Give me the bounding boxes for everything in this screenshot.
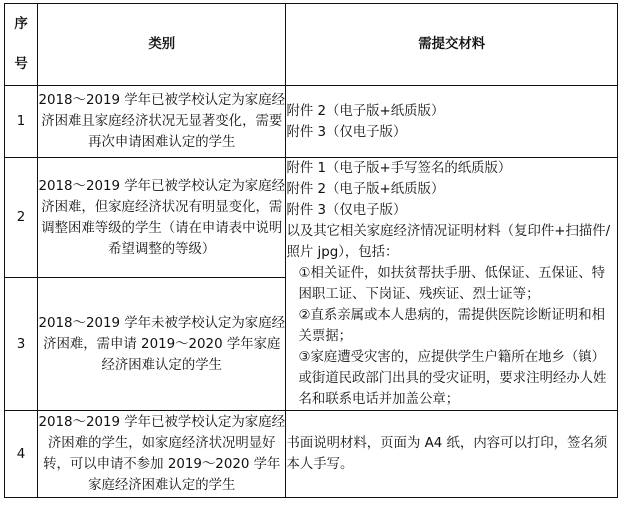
material-line: 附件 1（电子版+手写签名的纸质版） <box>286 161 512 176</box>
row-category: 2018～2019 学年已被学校认定为家庭经济困难，但家庭经济状况有明显变化，需调整困难等级的学生（请在申请表中说明希望调整的等级） <box>38 158 286 278</box>
header-index-line2: 号 <box>14 56 28 72</box>
shared-materials-cell <box>286 158 618 411</box>
table-header-row <box>5 4 618 86</box>
row-materials <box>286 86 618 158</box>
material-line: 附件 2（电子版+纸质版） <box>286 103 445 119</box>
material-line: 附件 3（仅电子版） <box>286 203 407 218</box>
table-row <box>5 411 618 498</box>
row-category: 2018～2019 学年未被学校认定为家庭经济困难，需申请 2019～2020 学年家庭经济困难认定的学生 <box>38 278 286 411</box>
header-category-cell: 类别 <box>38 4 286 86</box>
material-line: 以及其它相关家庭经济情况证明材料（复印件+扫描件/照片 jpg），包括： <box>286 224 611 260</box>
row-index: 1 <box>5 86 38 158</box>
header-materials-cell: 需提交材料 <box>286 4 618 86</box>
header-index-cell <box>5 4 38 86</box>
row-index: 4 <box>5 411 38 498</box>
row-category: 2018～2019 学年已被学校认定为家庭经济困难的学生，如家庭经济状况明显好转，可以申请不参加 2019～2020 学年家庭经济困难认定的学生 <box>38 411 286 498</box>
row-index: 3 <box>5 278 38 411</box>
table-row <box>5 158 618 278</box>
material-item: ③家庭遭受灾害的，应提供学生户籍所在地乡（镇）或街道民政部门出具的受灾证明，要求注明经办人姓名和联系电话并加盖公章； <box>298 350 607 407</box>
header-index-line1: 序 <box>14 16 28 32</box>
materials-table <box>4 3 618 498</box>
row-index: 2 <box>5 158 38 278</box>
material-line: 附件 3（仅电子版） <box>286 124 407 140</box>
material-item: ②直系亲属或本人患病的，需提供医院诊断证明和相关票据； <box>298 308 606 344</box>
material-line: 附件 2（电子版+纸质版） <box>286 182 445 197</box>
table-row <box>5 86 618 158</box>
row-materials: 书面说明材料，页面为 A4 纸，内容可以打印，签名须本人手写。 <box>286 411 618 498</box>
material-item: ①相关证件，如扶贫帮扶手册、低保证、五保证、特困职工证、下岗证、残疾证、烈士证等； <box>298 266 606 302</box>
row-category: 2018～2019 学年已被学校认定为家庭经济困难且家庭经济状况无显著变化，需要再次申请困难认定的学生 <box>38 86 286 158</box>
